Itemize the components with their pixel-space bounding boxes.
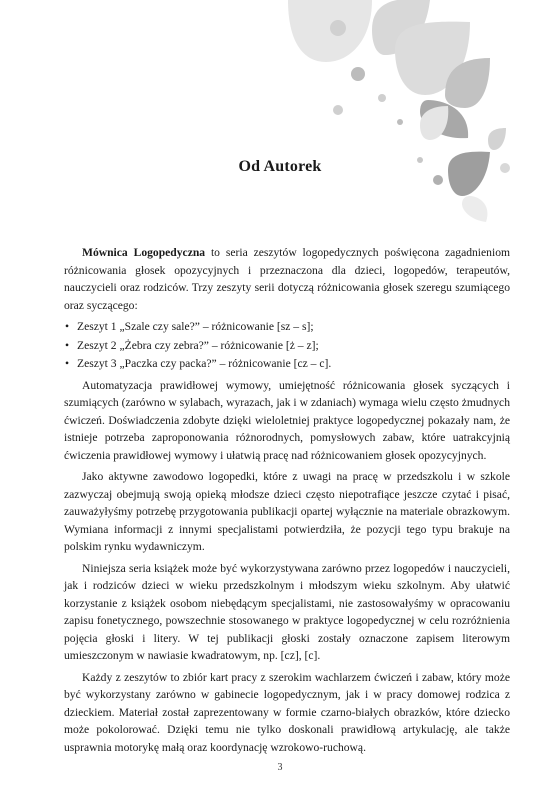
series-name: Mównica Logopedyczna xyxy=(82,246,206,259)
dot-shape xyxy=(397,119,403,125)
intro-paragraph xyxy=(64,244,510,314)
leaf-shape xyxy=(462,196,487,222)
paragraph: Każdy z zeszytów to zbiór kart pracy z szerokim wachlarzem ćwiczeń i zabaw, który może być wykorzystany zarówno w gabinecie logopedycznym, jak i w pracy domowej rodzica z dzieckiem. Materiał został zaprezentowany w formie czarno-białych obrazków, które dziecko może pokolorować. Dzięki temu nie tylko doskonali prawidłową artykulację, ale także usprawnia motorykę małą oraz koordynację wzrokowo-ruchową. xyxy=(64,670,510,754)
list-item: • Zeszyt 2 „Żebra czy zebra?” – różnicowanie [ż – z]; xyxy=(64,337,510,355)
page-title: Od Autorek xyxy=(238,158,322,175)
decorative-leaves-graphic xyxy=(0,0,560,240)
list-item: • Zeszyt 3 „Paczka czy packa?” – różnicowanie [cz – c]. xyxy=(64,355,510,373)
dot-shape xyxy=(433,175,443,185)
dot-shape xyxy=(378,94,386,102)
dot-shape xyxy=(333,105,343,115)
list-item: • Zeszyt 1 „Szale czy sale?” – różnicowanie [sz – s]; xyxy=(64,318,510,336)
intro-text: to seria zeszytów logopedycznych poświęcona zagadnieniom różnicowania głosek opozycyjnych i przeznaczona dla dzieci, logopedów, terapeutów, nauczycieli oraz rodziców. Trzy zeszyty serii dotyczą różnicowania głosek szeregu szumiącego oraz syczącego: xyxy=(64,246,511,312)
paragraph: Jako aktywne zawodowo logopedki, które z uwagi na pracę w przedszkolu i w szkole zazwyczaj obejmują swoją opieką młodsze dzieci często niepotrafiące jeszcze czytać i pisać, zauważyłyśmy potrzebę przygotowania publikacji opartej wyłącznie na materiale obrazkowym. Wymiana informacji z innymi specjalistami potwierdziła, że pozycji tego typu brakuje na polskim rynku wydawniczym. xyxy=(64,470,510,553)
main-text xyxy=(64,244,510,760)
leaf-shape xyxy=(288,0,372,62)
paragraph: Automatyzacja prawidłowej wymowy, umiejętność różnicowania głosek syczących i szumiących (zarówno w sylabach, wyrazach, jak i w zdaniach) wymaga wielu często żmudnych ćwiczeń. Doświadczenia zdobyte dzięki wieloletniej praktyce logopedycznej pokazały nam, że istnieje potrzeba zaproponowania różnorodnych, pomysłowych zabaw, które uatrakcyjnią ćwiczenia prawidłowej wymowy i ułatwią pracę nad różnicowaniem głosek opozycyjnych. xyxy=(64,378,510,462)
series-list xyxy=(64,318,510,373)
paragraph: Niniejsza seria książek może być wykorzystywana zarówno przez logopedów i nauczycieli, jak i rodziców dzieci w wieku przedszkolnym i młodszym wieku szkolnym. Aby ułatwić korzystanie z książek osobom niebędącym specjalistami, nie zastosowałyśmy w opracowaniu zapisu fonetycznego, powszechnie stosowanego w praktyce logopedycznej w celu rozróżnienia pojęcia głoski i litery. W tej publikacji głoski zostały oznaczone zapisem literowym umieszczonym w nawiasie kwadratowym, np. [cz], [c]. xyxy=(64,561,510,662)
page-number: 3 xyxy=(277,762,283,773)
dot-shape xyxy=(330,20,346,36)
leaf-shape xyxy=(488,128,506,150)
dot-shape xyxy=(351,67,365,81)
